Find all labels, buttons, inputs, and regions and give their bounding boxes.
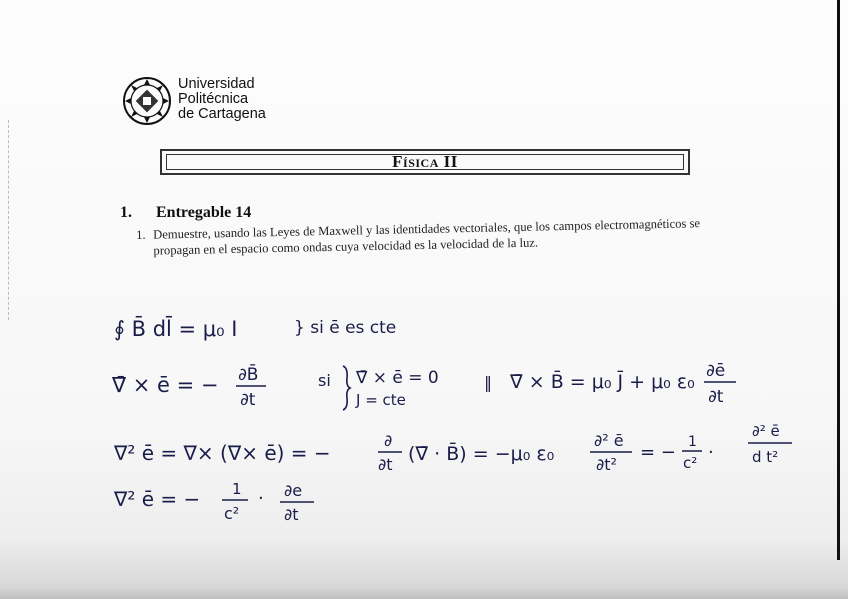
hw-line3-f2-num: ∂² ē	[752, 422, 780, 440]
hw-line4-f-num: ∂e	[284, 481, 303, 500]
hw-line1-condition: } si ē es cte	[294, 318, 397, 338]
hw-line3-eq: = −	[640, 442, 676, 463]
hw-line3-d-num: ∂	[384, 431, 393, 450]
problem-number: 1.	[136, 227, 146, 242]
section-title: Entregable 14	[156, 204, 252, 221]
university-name-line-3: de Cartagena	[178, 106, 266, 122]
hw-line3-lhs: ∇² ē = ∇× (∇× ē) = −	[114, 441, 331, 465]
hw-line2-frac-num: ∂B̄	[238, 365, 259, 385]
hw-line4-lhs: ∇² ē = −	[114, 487, 201, 511]
hw-line2-cond-top: ∇̄ × ē = 0	[356, 368, 439, 388]
hw-line4-f-den: ∂t	[284, 505, 299, 524]
hw-line2-brace	[343, 366, 350, 410]
hw-line3-d-den: ∂t	[378, 455, 393, 474]
handwritten-line-3	[113, 422, 792, 474]
hw-line3-dot: ·	[708, 442, 714, 463]
hw-line4-dot: ·	[258, 488, 264, 509]
problem-text: Demuestre, usando las Leyes de Maxwell y las identidades vectoriales, que los campos electromagnéticos se propagan en el espacio como ondas cuya velocidad es la velocidad de la luz.	[152, 216, 701, 258]
handwritten-line-2	[111, 361, 736, 410]
hw-line3-f2-den: d t²	[752, 448, 779, 466]
section-number: 1.	[120, 204, 132, 221]
hw-line1-lhs: ∮ B̄ dl̄ = μ₀ I	[114, 317, 238, 341]
hw-line3-f1-den: ∂t²	[596, 455, 617, 474]
scan-shadow	[0, 539, 848, 599]
hw-line2-rhs-den: ∂t	[708, 387, 724, 407]
hw-line2-si: si	[318, 371, 331, 390]
hw-line3-f1-num: ∂² ē	[594, 431, 624, 450]
hw-line3-mid: (∇̄ · B̄) = −μ₀ ε₀	[408, 443, 555, 465]
hw-line3-c-den: c²	[683, 454, 698, 472]
handwritten-line-1	[114, 316, 396, 341]
hw-line3-c-num: 1	[688, 434, 697, 450]
university-name-line-2: Politécnica	[178, 91, 249, 107]
course-title: Física II	[392, 152, 458, 171]
hw-line2-lhs: ∇̄ × ē = −	[112, 373, 219, 397]
hw-line2-separator: ‖	[484, 373, 492, 392]
hw-line2-rhs-num: ∂ē	[706, 361, 726, 381]
hw-line2-rhs: ∇̄ × B̄ = μ₀ J̄ + μ₀ ε₀	[510, 371, 695, 393]
handwritten-line-4	[113, 480, 314, 524]
hw-line2-cond-bot: J = cte	[356, 391, 406, 409]
hw-line2-frac-den: ∂t	[240, 390, 256, 410]
university-name-line-1: Universidad	[178, 76, 255, 92]
hw-line4-c-num: 1	[232, 480, 242, 498]
hw-line4-c-den: c²	[224, 504, 240, 523]
